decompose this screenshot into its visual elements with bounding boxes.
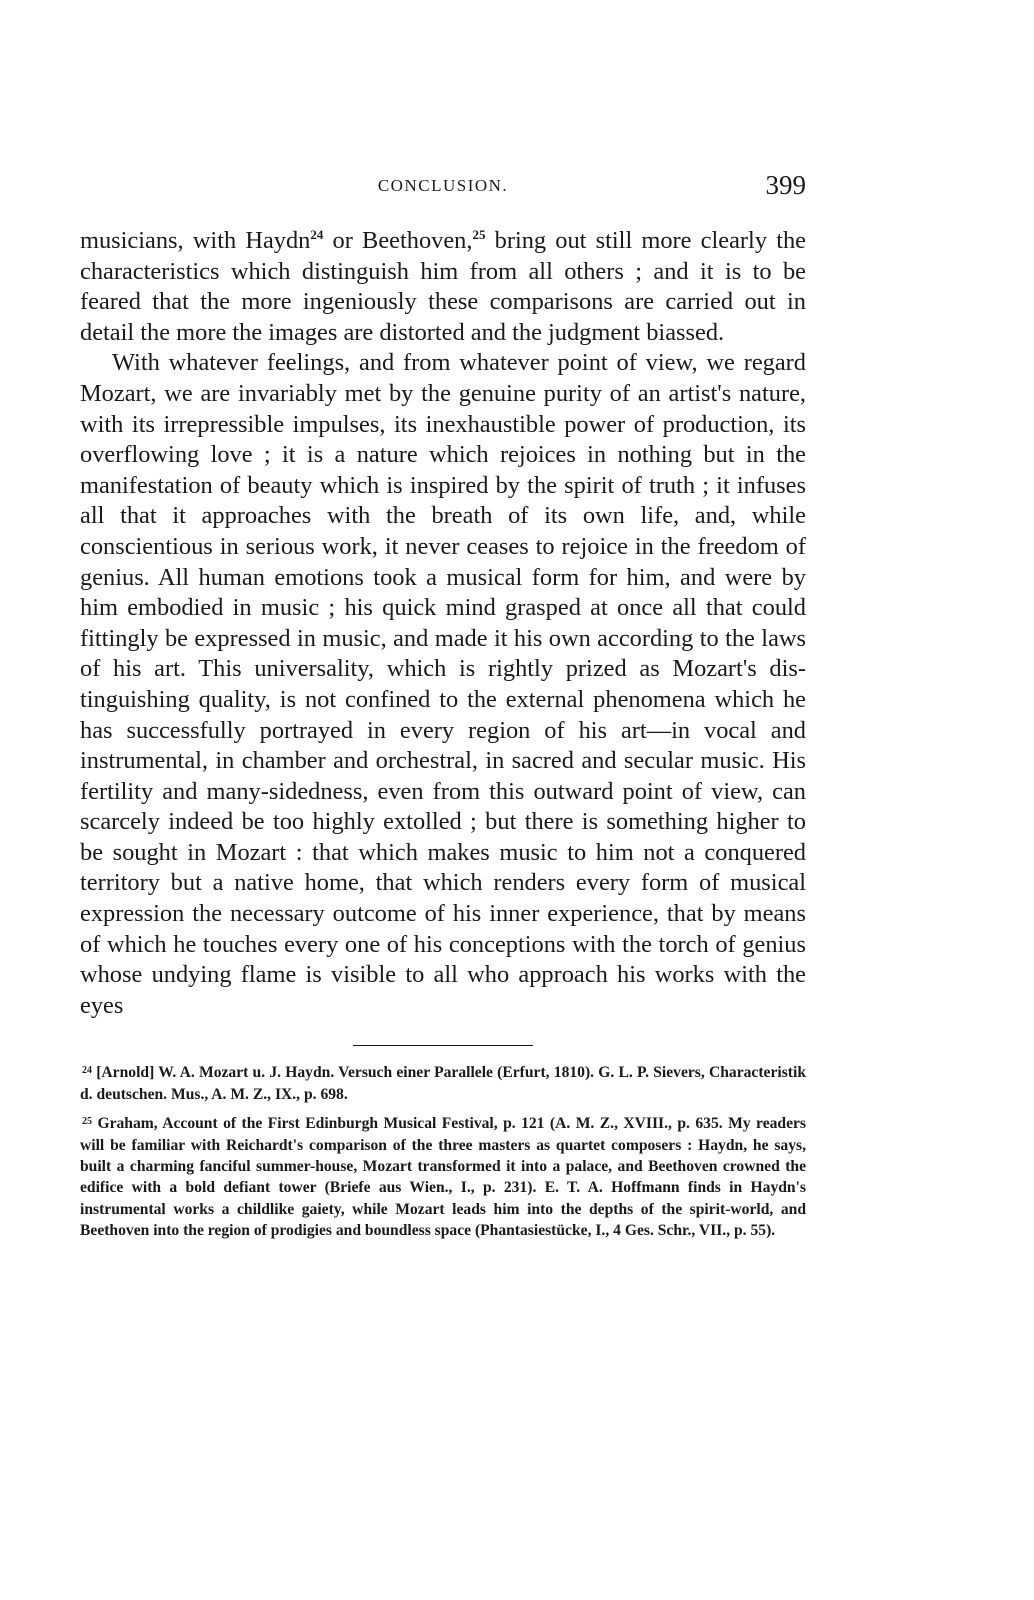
footnote-reference: 25: [472, 227, 486, 242]
footnote-text: [Arnold] W. A. Mozart u. J. Haydn. Versuch einer Parallele (Erfurt, 1810). G. L. P. Sievers, Characteristik d. deutschen. Mus., A. M. Z., IX., p. 698.: [80, 1064, 806, 1103]
running-head: [80, 170, 806, 210]
paragraph-text: or Beethoven,: [323, 227, 473, 254]
paragraph-text: bring out still more clearly the characteristics which distinguish him from all others ; and it is to be feared that the more ingeniously these comparisons are carried out in detail the more the images are distorted and the judgment biassed.: [80, 227, 806, 346]
footnote: [80, 1060, 806, 1105]
footnote-reference: 24: [310, 227, 324, 242]
book-page: [80, 170, 806, 1248]
paragraph: With whatever feelings, and from whatever point of view, we regard Mozart, we are invariably met by the genuine purity of an artist's nature, with its irrepressible impulses, its inexhaustible power of production, its overflowing love ; it is a nature which rejoices in nothing but in the manifestation of beauty which is inspired by the spirit of truth ; it infuses all that it approaches with the breath of its own life, and, while conscientious in serious work, it never ceases to rejoice in the freedom of genius. All human emotions took a musical form for him, and were by him embodied in music ; his quick mind grasped at once all that could fittingly be expressed in music, and made it his own according to the laws of his art. This universality, which is rightly prized as Mozart's dis-tinguishing quality, is not confined to the external phenomena which he has successfully portrayed in every region of his art—in vocal and instrumental, in chamber and orchestral, in sacred and secular music. His fertility and many-sidedness, even from this outward point of view, can scarcely indeed be too highly extolled ; but there is something higher to be sought in Mozart : that which makes music to him not a conquered territory but a native home, that which renders every form of musical expression the necessary outcome of his inner experience, that by means of which he touches every one of his conceptions with the torch of genius whose undying flame is visible to all who approach his works with the eyes: [80, 349, 806, 1019]
paragraph-text: musicians, with Haydn: [80, 227, 311, 254]
footnote-mark: 25: [82, 1116, 92, 1128]
footnote: [80, 1111, 806, 1241]
running-title: CONCLUSION.: [377, 176, 509, 195]
paragraph-continued: [80, 226, 806, 348]
page-number: 399: [765, 170, 806, 200]
body-text: [80, 226, 806, 1021]
footnote-text: Graham, Account of the First Edinburgh Musical Festival, p. 121 (A. M. Z., XVIII., p. 635. My readers will be familiar with Reichardt's comparison of the three masters as quartet composers : Haydn, he says, built a charming fanciful summer-house, Mozart transformed it into a palace, and Beethoven crowned the edifice with a bold defiant tower (Briefe aus Wien., I., p. 231). E. T. A. Hoffmann finds in Haydn's instrumental works a childlike gaiety, while Mozart leads him into the depths of the spirit-world, and Beethoven into the region of prodigies and boundless space (Phantasiestücke, I., 4 Ges. Schr., VII., p. 55).: [80, 1115, 806, 1240]
footnote-divider: [353, 1045, 533, 1046]
footnotes: [80, 1060, 806, 1241]
footnote-mark: 24: [82, 1065, 92, 1077]
